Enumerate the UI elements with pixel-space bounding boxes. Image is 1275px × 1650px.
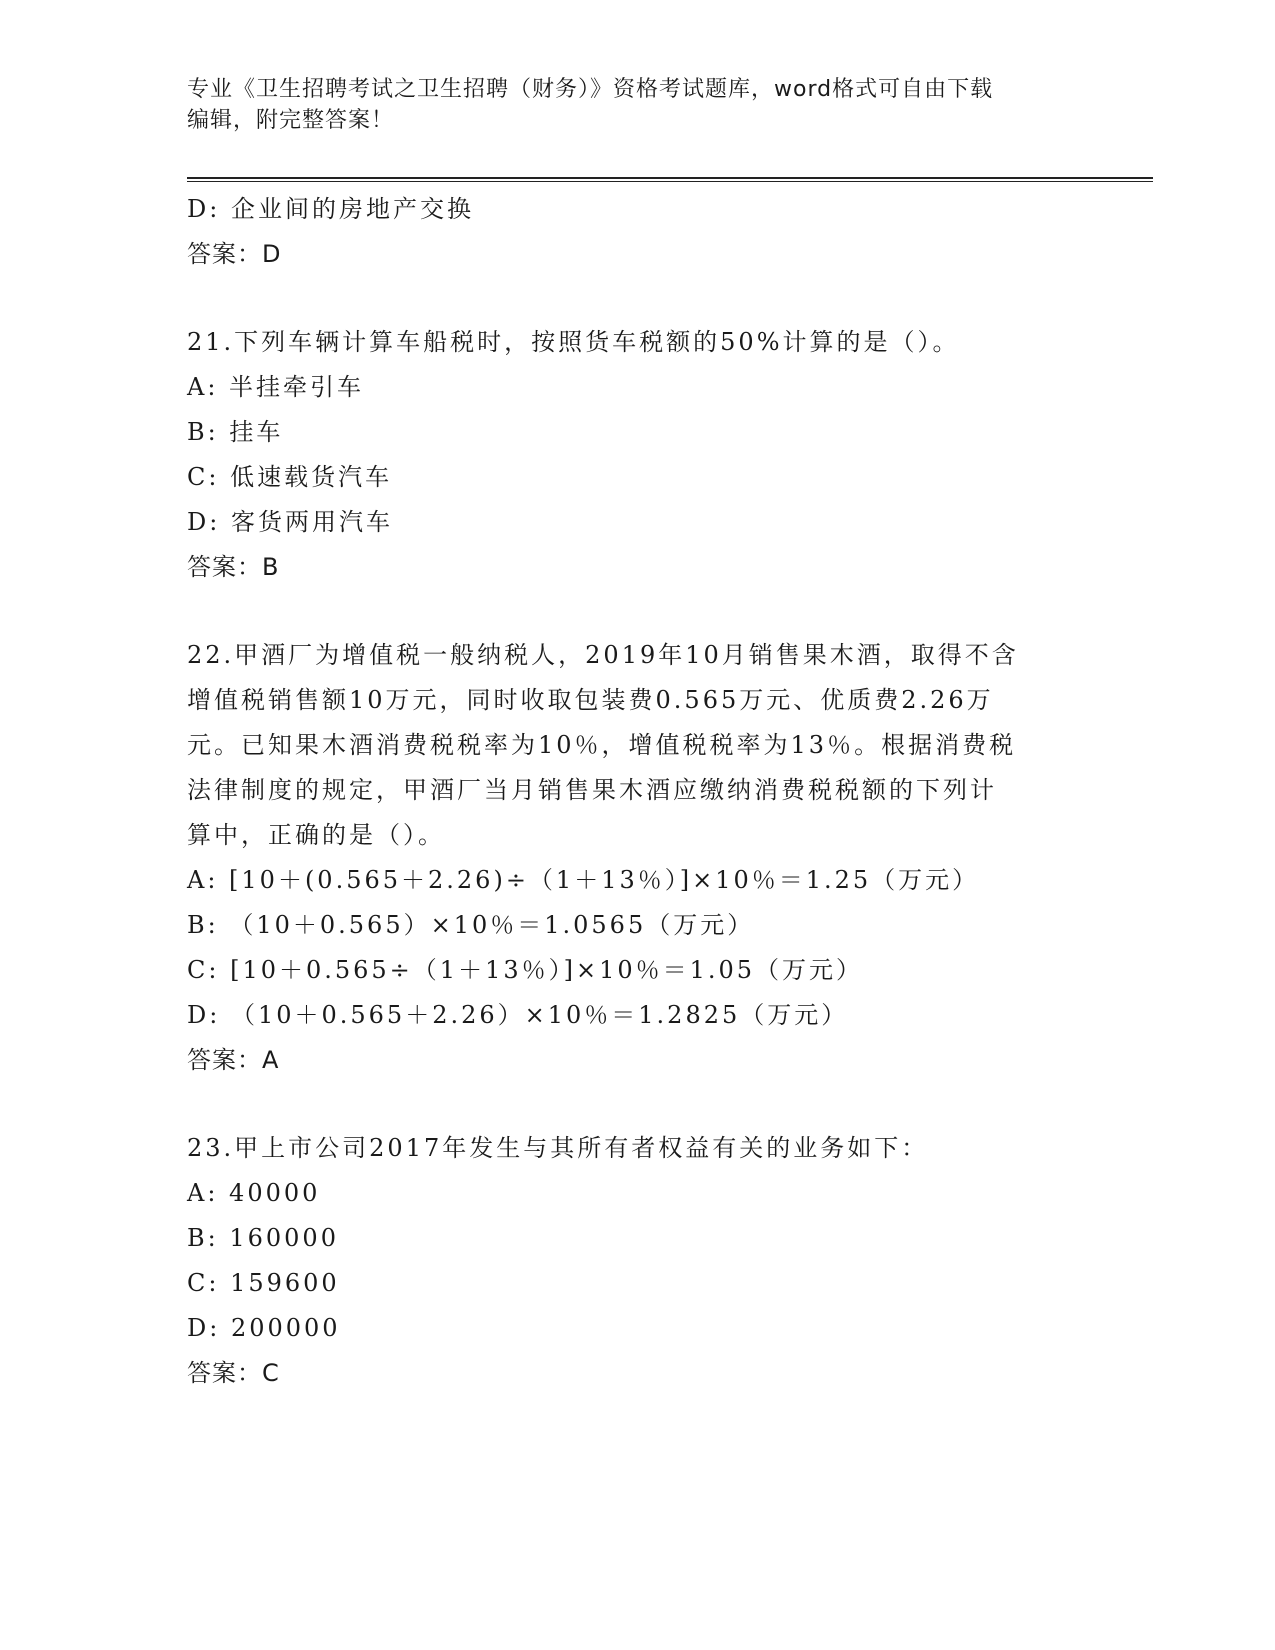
header-divider-thick <box>187 177 1153 179</box>
option-a: A: [10＋(0.565＋2.26)÷（1＋13％）]×10％＝1.25（万元） <box>187 866 980 894</box>
question-text: 23.甲上市公司2017年发生与其所有者权益有关的业务如下： <box>187 1134 929 1162</box>
question-text-line: 法律制度的规定，甲酒厂当月销售果木酒应缴纳消费税税额的下列计 <box>187 776 997 804</box>
header-line-2: 编辑，附完整答案！ <box>187 108 395 133</box>
document-body <box>187 187 1087 1396</box>
question-text: 21.下列车辆计算车船税时，按照货车税额的50%计算的是（）。 <box>187 328 960 356</box>
option-a: A: 40000 <box>187 1179 321 1207</box>
answer-label: 答案：A <box>187 1046 280 1074</box>
prev-question-option-d: D: 企业间的房地产交换 <box>187 195 474 223</box>
option-c: C: [10＋0.565÷（1＋13％）]×10％＝1.05（万元） <box>187 956 864 984</box>
question-22 <box>187 633 1087 1083</box>
question-text-line: 算中，正确的是（）。 <box>187 821 445 849</box>
option-a: A: 半挂牵引车 <box>187 373 365 401</box>
prev-question-answer: 答案：D <box>187 240 282 268</box>
option-d: D: 200000 <box>187 1314 341 1342</box>
question-23 <box>187 1126 1087 1396</box>
option-d: D: （10＋0.565＋2.26）×10％＝1.2825（万元） <box>187 1001 849 1029</box>
option-c: C: 159600 <box>187 1269 340 1297</box>
question-text-line: 增值税销售额10万元，同时收取包装费0.565万元、优质费2.26万 <box>187 686 994 714</box>
question-text-line: 元。已知果木酒消费税税率为10％，增值税税率为13％。根据消费税 <box>187 731 1017 759</box>
answer-label: 答案：B <box>187 553 280 581</box>
question-21 <box>187 320 1087 590</box>
option-c: C: 低速载货汽车 <box>187 463 393 491</box>
option-b: B: 挂车 <box>187 418 284 446</box>
question-spacer <box>187 590 1087 633</box>
answer-label: 答案：C <box>187 1359 280 1387</box>
question-spacer <box>187 277 1087 320</box>
question-text-line: 22.甲酒厂为增值税一般纳税人，2019年10月销售果木酒，取得不含 <box>187 641 1019 669</box>
header-line-1: 专业《卫生招聘考试之卫生招聘（财务）》资格考试题库，word格式可自由下载 <box>187 77 994 102</box>
header-divider-thin <box>187 181 1153 182</box>
option-b: B: 160000 <box>187 1224 339 1252</box>
option-d: D: 客货两用汽车 <box>187 508 393 536</box>
option-b: B: （10＋0.565）×10％＝1.0565（万元） <box>187 911 755 939</box>
document-header <box>187 74 1067 136</box>
question-spacer <box>187 1083 1087 1126</box>
